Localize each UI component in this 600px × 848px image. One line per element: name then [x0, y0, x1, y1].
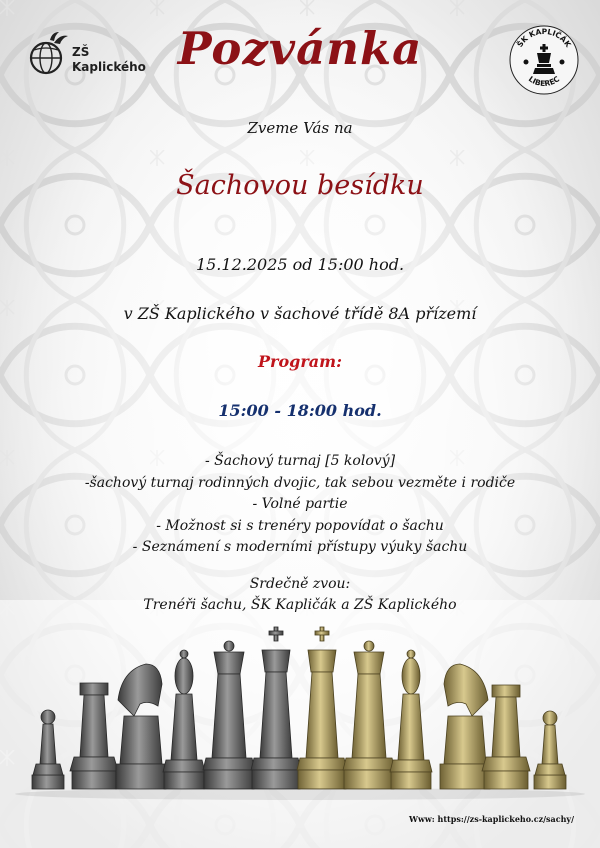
dark-queen-icon: [203, 641, 255, 789]
gold-rook-icon: [482, 685, 530, 789]
gold-king-icon: [297, 627, 347, 789]
school-logo-text: ZŠ Kaplického: [72, 45, 146, 74]
dark-king-icon: [251, 627, 301, 789]
svg-text:ŠK KAPLIČÁK: ŠK KAPLIČÁK: [515, 26, 573, 49]
website-link[interactable]: Www: https://zs-kaplickeho.cz/sachy/: [409, 814, 574, 824]
invitation-intro: Zveme Vás na: [247, 119, 353, 137]
signature-names: Trenéři šachu, ŠK Kapličák a ZŠ Kaplického: [143, 597, 457, 613]
program-item: -šachový turnaj rodinných dvojic, tak sebou vezměte i rodiče: [84, 474, 516, 491]
program-item: - Možnost si s trenéry popovídat o šachu: [156, 517, 444, 534]
event-date: 15.12.2025 od 15:00 hod.: [195, 255, 405, 274]
signature-heading: Srdečně zvou:: [249, 576, 351, 592]
gold-queen-icon: [343, 641, 395, 789]
chess-club-logo: [508, 24, 580, 96]
dark-pawn-icon: [32, 710, 64, 789]
program-item: - Volné partie: [252, 496, 348, 512]
gold-pawn-icon: [534, 711, 566, 789]
program-item: - Seznámení s moderními přístupy výuky šachu: [132, 539, 468, 555]
program-item: - Šachový turnaj [5 kolový]: [204, 453, 396, 469]
program-time: 15:00 - 18:00 hod.: [218, 401, 382, 420]
program-heading: Program:: [258, 352, 342, 371]
page-title: Pozvánka: [177, 22, 423, 75]
svg-text:LIBEREC: LIBEREC: [526, 74, 562, 89]
dark-bishop-icon: [163, 650, 205, 789]
event-location: v ZŠ Kaplického v šachové třídě 8A přízemí: [123, 304, 477, 323]
chess-pieces-illustration: [0, 612, 600, 808]
gold-bishop-icon: [390, 650, 432, 789]
dark-knight-icon: [116, 664, 166, 789]
dark-rook-icon: [70, 683, 118, 789]
event-name: Šachovou besídku: [176, 170, 424, 201]
program-list: [0, 451, 600, 559]
